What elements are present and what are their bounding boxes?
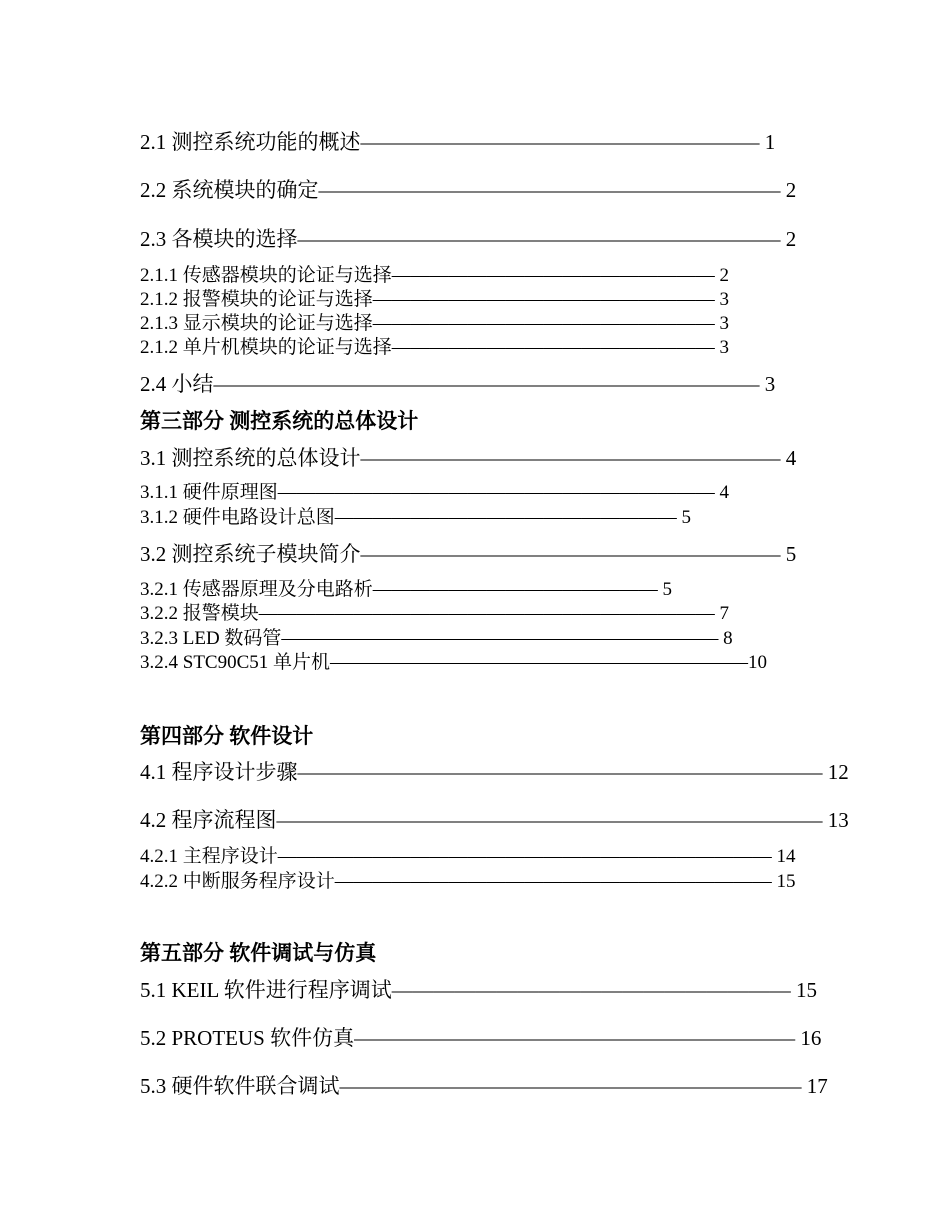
- toc-entry-2-1-2: 2.1.2 报警模块的论证与选择—————————————————— 3: [140, 289, 730, 310]
- toc-entry-3-2: 3.2 测控系统子模块简介———————————————————— 5: [140, 542, 797, 566]
- toc-entry-3-2-4: 3.2.4 STC90C51 单片机——————————————————————10: [140, 652, 768, 673]
- toc-entry-2-4: 2.4 小结—————————————————————————— 3: [140, 372, 776, 396]
- section-heading-part5: 第五部分 软件调试与仿真: [140, 941, 377, 965]
- toc-entry-2-1-3: 2.1.3 显示模块的论证与选择—————————————————— 3: [140, 313, 730, 334]
- toc-entry-2-2: 2.2 系统模块的确定—————————————————————— 2: [140, 178, 797, 202]
- toc-entry-5-3: 5.3 硬件软件联合调试—————————————————————— 17: [140, 1074, 828, 1098]
- toc-entry-2-1: 2.1 测控系统功能的概述——————————————————— 1: [140, 130, 776, 154]
- toc-entry-5-1: 5.1 KEIL 软件进行程序调试——————————————————— 15: [140, 978, 818, 1002]
- toc-entry-3-2-1: 3.2.1 传感器原理及分电路析——————————————— 5: [140, 579, 673, 600]
- toc-entry-2-1-2b: 2.1.2 单片机模块的论证与选择————————————————— 3: [140, 337, 730, 358]
- toc-entry-3-2-2: 3.2.2 报警模块———————————————————————— 7: [140, 603, 730, 624]
- toc-entry-5-2: 5.2 PROTEUS 软件仿真————————————————————— 16: [140, 1026, 822, 1050]
- toc-entry-3-1-2: 3.1.2 硬件电路设计总图—————————————————— 5: [140, 507, 692, 528]
- toc-entry-3-1-1: 3.1.1 硬件原理图——————————————————————— 4: [140, 482, 730, 503]
- section-heading-part4: 第四部分 软件设计: [140, 724, 314, 748]
- toc-entry-2-3: 2.3 各模块的选择——————————————————————— 2: [140, 227, 797, 251]
- toc-entry-3-2-3: 3.2.3 LED 数码管——————————————————————— 8: [140, 628, 733, 649]
- toc-entry-4-2: 4.2 程序流程图—————————————————————————— 13: [140, 808, 849, 832]
- toc-entry-3-1: 3.1 测控系统的总体设计———————————————————— 4: [140, 446, 797, 470]
- toc-entry-4-2-1: 4.2.1 主程序设计—————————————————————————— 14: [140, 846, 796, 867]
- toc-entry-4-2-2: 4.2.2 中断服务程序设计——————————————————————— 15: [140, 871, 796, 892]
- toc-entry-2-1-1: 2.1.1 传感器模块的论证与选择————————————————— 2: [140, 265, 730, 286]
- toc-entry-4-1: 4.1 程序设计步骤————————————————————————— 12: [140, 760, 849, 784]
- section-heading-part3: 第三部分 测控系统的总体设计: [140, 409, 419, 433]
